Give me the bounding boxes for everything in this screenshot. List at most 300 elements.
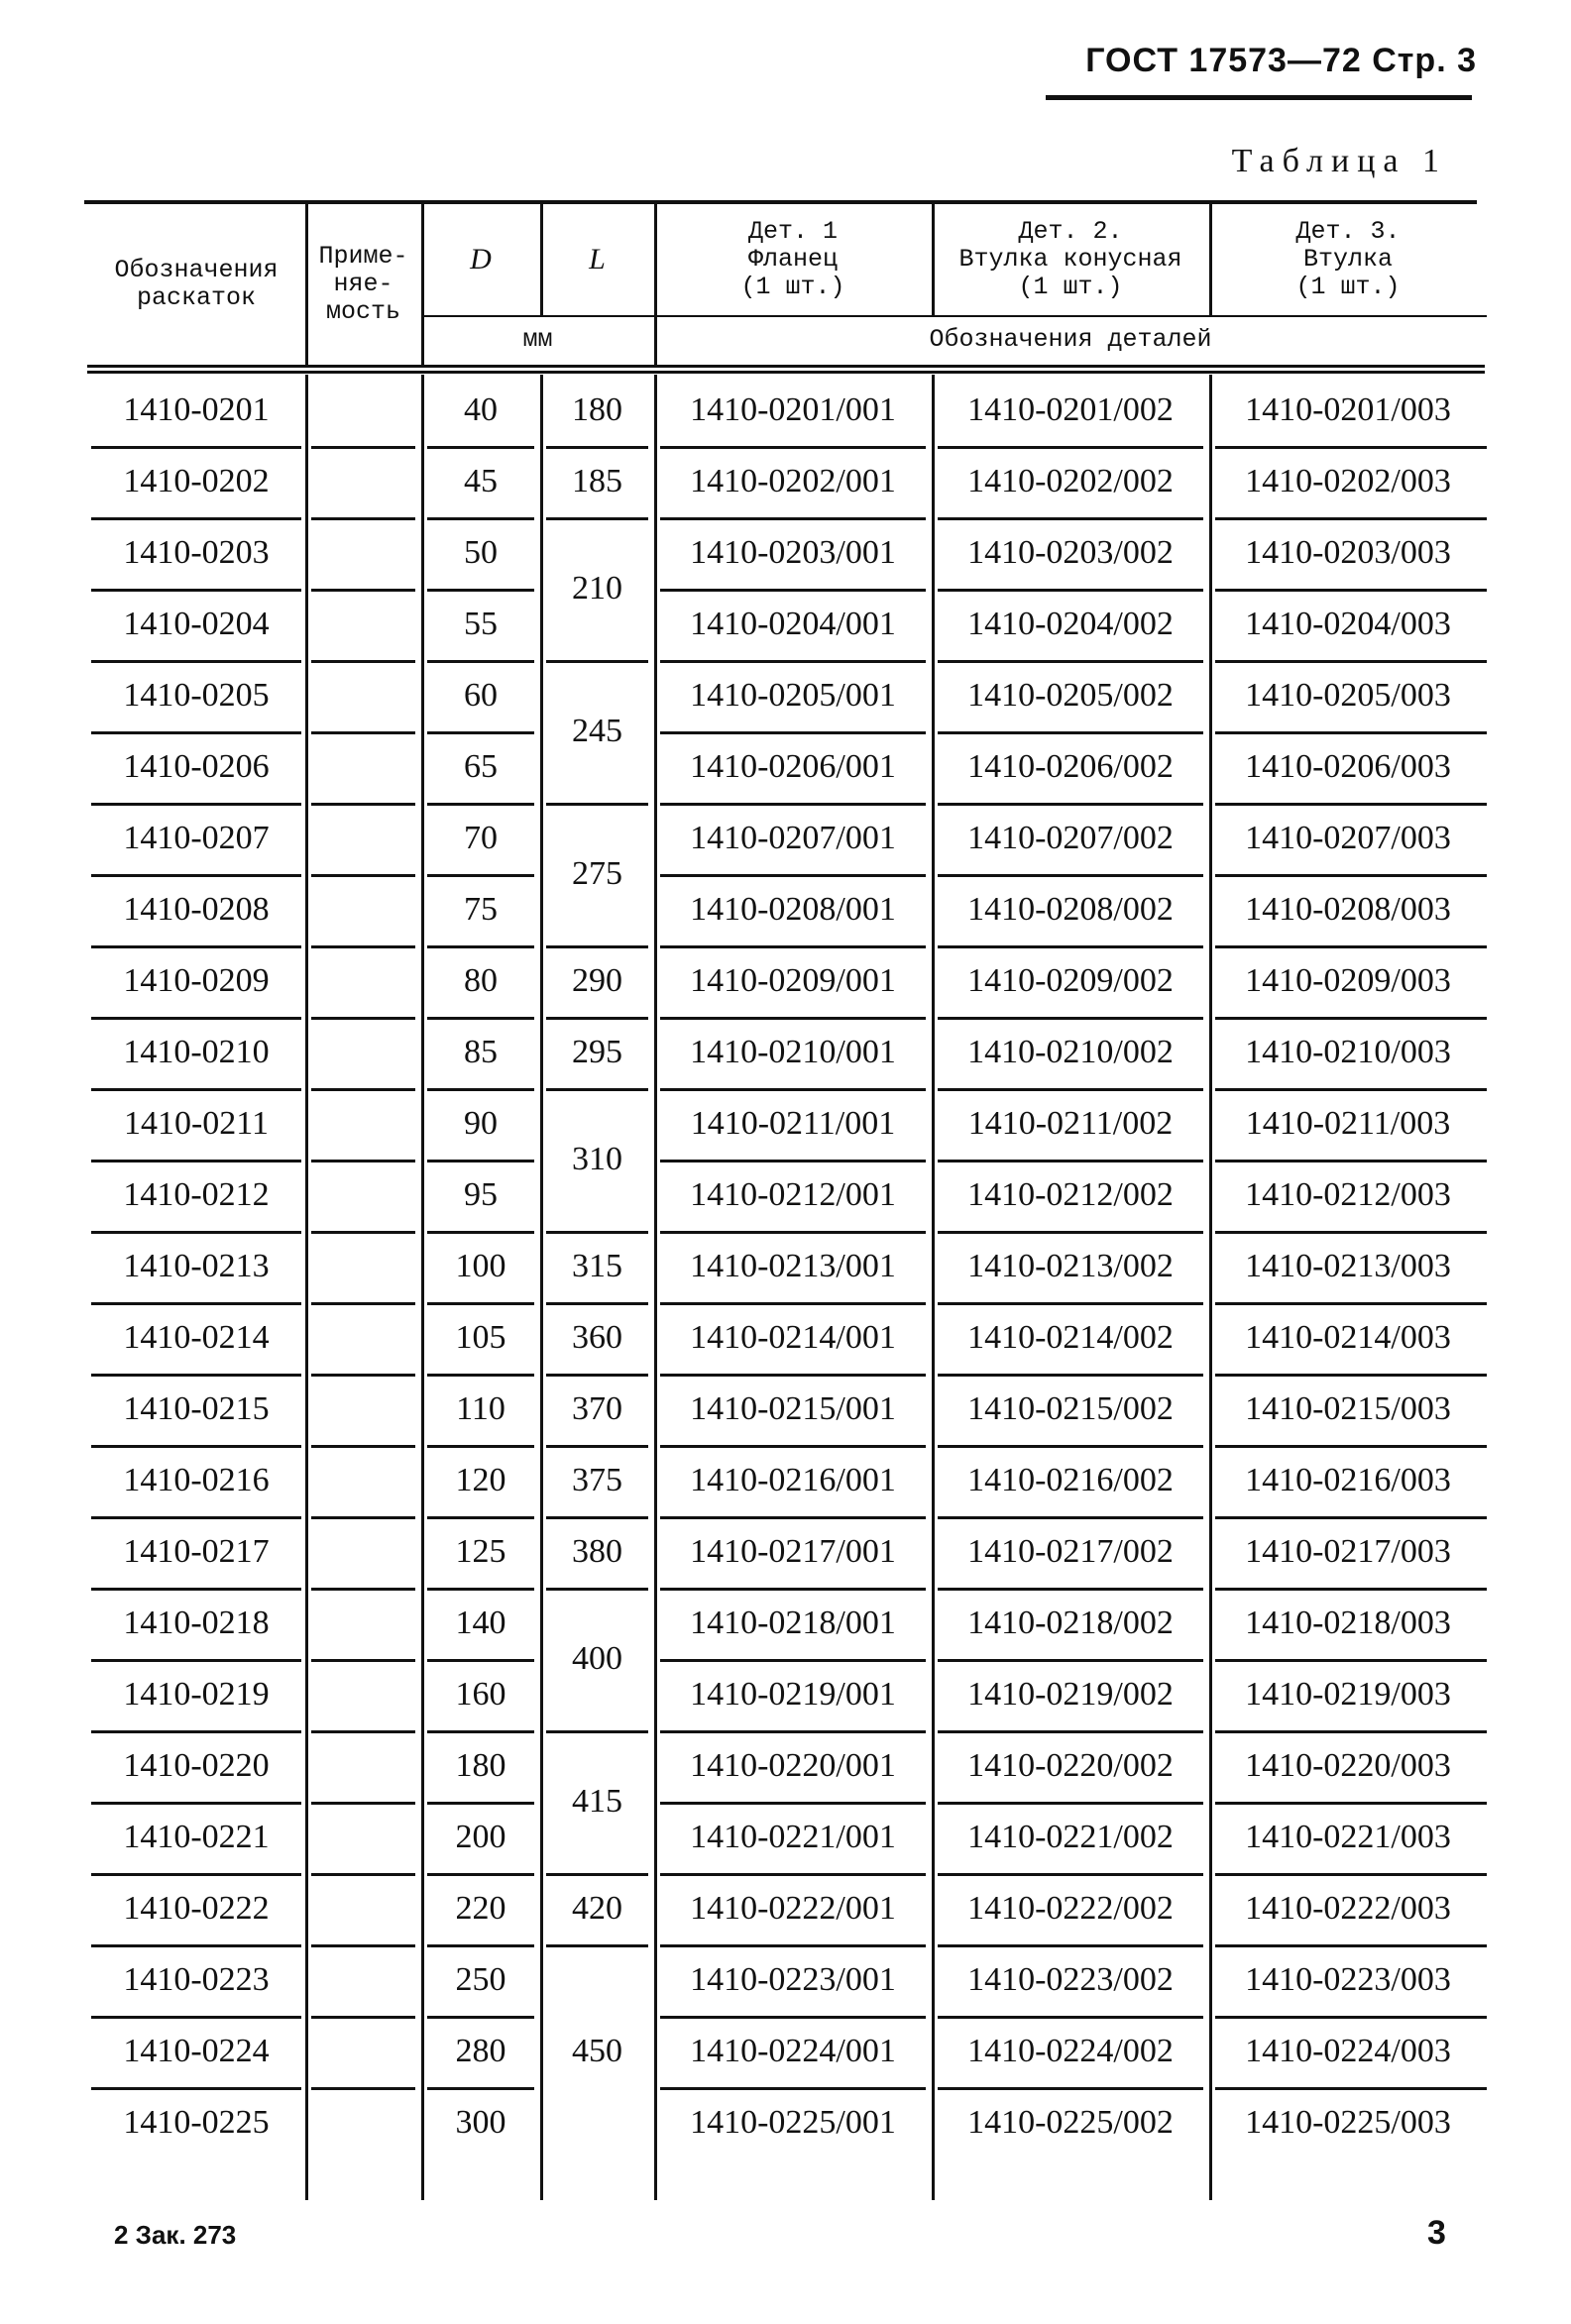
row-separator xyxy=(427,1944,534,1947)
row-separator xyxy=(660,446,926,449)
header-det2: Дет. 2. Втулка конусная (1 шт.) xyxy=(958,216,1182,301)
cell-d: 250 xyxy=(455,1961,506,1998)
row-separator xyxy=(660,731,926,734)
cell-designation: 1410-0206 xyxy=(123,748,270,785)
row-separator xyxy=(427,2016,534,2019)
row-separator xyxy=(938,803,1203,806)
row-separator xyxy=(427,660,534,663)
row-separator xyxy=(91,1374,301,1377)
row-separator xyxy=(1215,1160,1487,1162)
cell-part1: 1410-0225/001 xyxy=(690,2104,896,2141)
row-separator xyxy=(1215,660,1487,663)
cell-d: 40 xyxy=(464,391,498,428)
cell-d: 105 xyxy=(455,1319,506,1356)
row-separator xyxy=(91,1802,301,1805)
row-separator xyxy=(938,1374,1203,1377)
cell-d: 160 xyxy=(455,1676,506,1713)
cell-d: 60 xyxy=(464,677,498,714)
table-caption: Таблица 1 xyxy=(1231,143,1447,179)
row-separator xyxy=(427,1160,534,1162)
cell-l: 315 xyxy=(572,1248,622,1284)
cell-part1: 1410-0207/001 xyxy=(690,820,896,856)
cell-part2: 1410-0217/002 xyxy=(967,1533,1174,1570)
row-separator xyxy=(91,589,301,592)
row-separator xyxy=(91,1944,301,1947)
row-separator xyxy=(1215,731,1487,734)
row-separator xyxy=(938,2016,1203,2019)
header-designation: Обозначения раскаток xyxy=(114,255,279,312)
cell-part3: 1410-0220/003 xyxy=(1245,1747,1451,1784)
row-separator xyxy=(311,1944,415,1947)
cell-designation: 1410-0202 xyxy=(123,463,270,499)
header-mm: мм xyxy=(522,325,553,354)
cell-designation: 1410-0209 xyxy=(123,962,270,999)
cell-part1: 1410-0210/001 xyxy=(690,1034,896,1070)
row-separator xyxy=(660,589,926,592)
cell-part1: 1410-0217/001 xyxy=(690,1533,896,1570)
cell-part1: 1410-0213/001 xyxy=(690,1248,896,1284)
cell-d: 65 xyxy=(464,748,498,785)
cell-d: 50 xyxy=(464,534,498,571)
cell-part2: 1410-0202/002 xyxy=(967,463,1174,499)
row-separator xyxy=(91,731,301,734)
row-separator xyxy=(546,945,648,948)
row-separator xyxy=(311,945,415,948)
row-separator xyxy=(427,1802,534,1805)
cell-d: 70 xyxy=(464,820,498,856)
cell-part2: 1410-0219/002 xyxy=(967,1676,1174,1713)
cell-part1: 1410-0203/001 xyxy=(690,534,896,571)
cell-part1: 1410-0218/001 xyxy=(690,1605,896,1641)
row-separator xyxy=(427,1659,534,1662)
row-separator xyxy=(427,945,534,948)
cell-part2: 1410-0225/002 xyxy=(967,2104,1174,2141)
cell-designation: 1410-0217 xyxy=(123,1533,270,1570)
row-separator xyxy=(938,1231,1203,1234)
cell-d: 85 xyxy=(464,1034,498,1070)
row-separator xyxy=(938,1659,1203,1662)
cell-part2: 1410-0211/002 xyxy=(967,1105,1174,1142)
row-separator xyxy=(1215,945,1487,948)
row-separator xyxy=(1215,589,1487,592)
row-separator xyxy=(660,1302,926,1305)
row-separator xyxy=(91,446,301,449)
row-separator xyxy=(546,1873,648,1876)
row-separator xyxy=(938,1302,1203,1305)
cell-part3: 1410-0216/003 xyxy=(1245,1462,1451,1498)
row-separator xyxy=(660,1802,926,1805)
cell-part3: 1410-0215/003 xyxy=(1245,1390,1451,1427)
row-separator xyxy=(660,1659,926,1662)
cell-l: 245 xyxy=(572,713,622,749)
cell-part2: 1410-0221/002 xyxy=(967,1819,1174,1855)
row-separator xyxy=(91,1302,301,1305)
row-separator xyxy=(1215,874,1487,877)
row-separator xyxy=(546,660,648,663)
header-det3: Дет. 3. Втулка (1 шт.) xyxy=(1295,216,1401,301)
row-separator xyxy=(546,803,648,806)
row-separator xyxy=(1215,2087,1487,2090)
row-separator xyxy=(1215,517,1487,520)
cell-part1: 1410-0201/001 xyxy=(690,391,896,428)
cell-designation: 1410-0218 xyxy=(123,1605,270,1641)
row-separator xyxy=(938,1730,1203,1733)
cell-part3: 1410-0218/003 xyxy=(1245,1605,1451,1641)
cell-part3: 1410-0201/003 xyxy=(1245,391,1451,428)
row-separator xyxy=(1215,446,1487,449)
cell-part2: 1410-0222/002 xyxy=(967,1890,1174,1927)
cell-part3: 1410-0210/003 xyxy=(1245,1034,1451,1070)
cell-d: 120 xyxy=(455,1462,506,1498)
row-separator xyxy=(660,1944,926,1947)
row-separator xyxy=(311,803,415,806)
row-separator xyxy=(427,517,534,520)
cell-part1: 1410-0208/001 xyxy=(690,891,896,928)
header-bottom-rule-2 xyxy=(87,371,1485,374)
cell-part1: 1410-0216/001 xyxy=(690,1462,896,1498)
cell-part2: 1410-0220/002 xyxy=(967,1747,1174,1784)
row-separator xyxy=(91,1017,301,1020)
cell-part3: 1410-0225/003 xyxy=(1245,2104,1451,2141)
cell-part3: 1410-0223/003 xyxy=(1245,1961,1451,1998)
cell-designation: 1410-0201 xyxy=(123,391,270,428)
row-separator xyxy=(938,1160,1203,1162)
row-separator xyxy=(660,1017,926,1020)
row-separator xyxy=(660,1516,926,1519)
cell-part1: 1410-0221/001 xyxy=(690,1819,896,1855)
row-separator xyxy=(660,1445,926,1448)
cell-part3: 1410-0224/003 xyxy=(1245,2033,1451,2069)
row-separator xyxy=(311,660,415,663)
cell-l: 185 xyxy=(572,463,622,499)
row-separator xyxy=(938,1944,1203,1947)
cell-part2: 1410-0208/002 xyxy=(967,891,1174,928)
cell-part1: 1410-0215/001 xyxy=(690,1390,896,1427)
cell-part1: 1410-0212/001 xyxy=(690,1176,896,1213)
row-separator xyxy=(938,1445,1203,1448)
cell-d: 220 xyxy=(455,1890,506,1927)
header-det1: Дет. 1 Фланец (1 шт.) xyxy=(740,216,845,301)
row-separator xyxy=(546,1088,648,1091)
row-separator xyxy=(91,2087,301,2090)
cell-part3: 1410-0213/003 xyxy=(1245,1248,1451,1284)
cell-l: 370 xyxy=(572,1390,622,1427)
cell-d: 95 xyxy=(464,1176,498,1213)
cell-designation: 1410-0211 xyxy=(123,1105,270,1142)
cell-part2: 1410-0212/002 xyxy=(967,1176,1174,1213)
row-separator xyxy=(938,1873,1203,1876)
row-separator xyxy=(938,589,1203,592)
row-separator xyxy=(1215,1231,1487,1234)
row-separator xyxy=(91,1730,301,1733)
cell-l: 375 xyxy=(572,1462,622,1498)
cell-part1: 1410-0211/001 xyxy=(690,1105,896,1142)
cell-l: 180 xyxy=(572,391,622,428)
row-separator xyxy=(660,660,926,663)
cell-d: 80 xyxy=(464,962,498,999)
row-separator xyxy=(311,1516,415,1519)
cell-designation: 1410-0212 xyxy=(123,1176,270,1213)
row-separator xyxy=(427,1017,534,1020)
page-number: 3 xyxy=(1427,2214,1446,2252)
row-separator xyxy=(1215,1374,1487,1377)
cell-designation: 1410-0215 xyxy=(123,1390,270,1427)
row-separator xyxy=(91,660,301,663)
row-separator xyxy=(427,1445,534,1448)
cell-l: 290 xyxy=(572,962,622,999)
row-separator xyxy=(1215,1516,1487,1519)
row-separator xyxy=(938,1017,1203,1020)
row-separator xyxy=(660,1588,926,1591)
cell-d: 55 xyxy=(464,606,498,642)
row-separator xyxy=(427,1374,534,1377)
cell-part1: 1410-0219/001 xyxy=(690,1676,896,1713)
cell-part2: 1410-0206/002 xyxy=(967,748,1174,785)
row-separator xyxy=(91,1659,301,1662)
header-parts: Обозначения деталей xyxy=(929,325,1212,354)
cell-part2: 1410-0207/002 xyxy=(967,820,1174,856)
cell-part3: 1410-0203/003 xyxy=(1245,534,1451,571)
row-separator xyxy=(938,731,1203,734)
row-separator xyxy=(546,1302,648,1305)
cell-part2: 1410-0203/002 xyxy=(967,534,1174,571)
row-separator xyxy=(938,945,1203,948)
header-applicability: Приме- няе- мость xyxy=(318,241,408,326)
row-separator xyxy=(311,874,415,877)
row-separator xyxy=(938,1516,1203,1519)
cell-d: 140 xyxy=(455,1605,506,1641)
row-separator xyxy=(938,2087,1203,2090)
row-separator xyxy=(1215,1588,1487,1591)
row-separator xyxy=(91,1445,301,1448)
row-separator xyxy=(546,1730,648,1733)
cell-part2: 1410-0214/002 xyxy=(967,1319,1174,1356)
row-separator xyxy=(660,1088,926,1091)
body-vrule xyxy=(305,375,308,2200)
cell-l: 360 xyxy=(572,1319,622,1356)
row-separator xyxy=(938,1088,1203,1091)
row-separator xyxy=(311,1445,415,1448)
row-separator xyxy=(427,1873,534,1876)
row-separator xyxy=(1215,1730,1487,1733)
cell-d: 280 xyxy=(455,2033,506,2069)
header-bottom-rule-1 xyxy=(87,365,1485,368)
row-separator xyxy=(91,1088,301,1091)
cell-part3: 1410-0207/003 xyxy=(1245,820,1451,856)
cell-designation: 1410-0205 xyxy=(123,677,270,714)
cell-d: 180 xyxy=(455,1747,506,1784)
cell-part3: 1410-0222/003 xyxy=(1245,1890,1451,1927)
row-separator xyxy=(311,1873,415,1876)
cell-part2: 1410-0223/002 xyxy=(967,1961,1174,1998)
cell-part2: 1410-0216/002 xyxy=(967,1462,1174,1498)
cell-part3: 1410-0221/003 xyxy=(1245,1819,1451,1855)
row-separator xyxy=(1215,1873,1487,1876)
cell-designation: 1410-0222 xyxy=(123,1890,270,1927)
row-separator xyxy=(91,517,301,520)
row-separator xyxy=(311,2016,415,2019)
row-separator xyxy=(311,1088,415,1091)
cell-part1: 1410-0209/001 xyxy=(690,962,896,999)
cell-part1: 1410-0205/001 xyxy=(690,677,896,714)
cell-d: 200 xyxy=(455,1819,506,1855)
page-header-standard: ГОСТ 17573—72 Стр. 3 xyxy=(1085,42,1477,79)
row-separator xyxy=(660,874,926,877)
cell-part3: 1410-0205/003 xyxy=(1245,677,1451,714)
row-separator xyxy=(660,2016,926,2019)
cell-part1: 1410-0220/001 xyxy=(690,1747,896,1784)
cell-designation: 1410-0220 xyxy=(123,1747,270,1784)
row-separator xyxy=(1215,1659,1487,1662)
row-separator xyxy=(427,2087,534,2090)
row-separator xyxy=(427,1730,534,1733)
cell-part1: 1410-0224/001 xyxy=(690,2033,896,2069)
row-separator xyxy=(91,803,301,806)
row-separator xyxy=(1215,803,1487,806)
row-separator xyxy=(546,1944,648,1947)
cell-d: 45 xyxy=(464,463,498,499)
cell-part1: 1410-0204/001 xyxy=(690,606,896,642)
row-separator xyxy=(938,446,1203,449)
row-separator xyxy=(311,1017,415,1020)
row-separator xyxy=(311,1802,415,1805)
row-separator xyxy=(546,1231,648,1234)
header-l: L xyxy=(589,242,606,276)
cell-part3: 1410-0204/003 xyxy=(1245,606,1451,642)
cell-part3: 1410-0211/003 xyxy=(1245,1105,1451,1142)
row-separator xyxy=(427,446,534,449)
row-separator xyxy=(427,1588,534,1591)
cell-part2: 1410-0209/002 xyxy=(967,962,1174,999)
cell-part2: 1410-0213/002 xyxy=(967,1248,1174,1284)
row-separator xyxy=(546,1374,648,1377)
row-separator xyxy=(311,1374,415,1377)
row-separator xyxy=(311,731,415,734)
cell-part1: 1410-0223/001 xyxy=(690,1961,896,1998)
row-separator xyxy=(660,517,926,520)
cell-l: 295 xyxy=(572,1034,622,1070)
page-header-rule xyxy=(1046,95,1472,100)
row-separator xyxy=(427,874,534,877)
cell-designation: 1410-0219 xyxy=(123,1676,270,1713)
cell-part3: 1410-0208/003 xyxy=(1245,891,1451,928)
row-separator xyxy=(311,2087,415,2090)
row-separator xyxy=(91,1588,301,1591)
row-separator xyxy=(311,1730,415,1733)
row-separator xyxy=(660,1730,926,1733)
cell-part3: 1410-0209/003 xyxy=(1245,962,1451,999)
footer-order: 2 Зак. 273 xyxy=(114,2220,237,2250)
cell-part2: 1410-0201/002 xyxy=(967,391,1174,428)
row-separator xyxy=(427,1231,534,1234)
row-separator xyxy=(427,731,534,734)
row-separator xyxy=(427,1516,534,1519)
cell-l: 210 xyxy=(572,570,622,607)
row-separator xyxy=(546,1017,648,1020)
row-separator xyxy=(938,517,1203,520)
header-d: D xyxy=(470,242,492,276)
cell-l: 420 xyxy=(572,1890,622,1927)
cell-d: 110 xyxy=(456,1390,505,1427)
cell-d: 125 xyxy=(455,1533,506,1570)
row-separator xyxy=(546,446,648,449)
row-separator xyxy=(660,1160,926,1162)
row-separator xyxy=(546,1516,648,1519)
cell-part3: 1410-0206/003 xyxy=(1245,748,1451,785)
row-separator xyxy=(938,660,1203,663)
cell-l: 400 xyxy=(572,1640,622,1677)
row-separator xyxy=(938,1588,1203,1591)
cell-designation: 1410-0223 xyxy=(123,1961,270,1998)
cell-part1: 1410-0206/001 xyxy=(690,748,896,785)
cell-part3: 1410-0214/003 xyxy=(1245,1319,1451,1356)
cell-designation: 1410-0214 xyxy=(123,1319,270,1356)
row-separator xyxy=(91,1873,301,1876)
cell-part2: 1410-0218/002 xyxy=(967,1605,1174,1641)
cell-part2: 1410-0205/002 xyxy=(967,677,1174,714)
row-separator xyxy=(660,1231,926,1234)
cell-part2: 1410-0210/002 xyxy=(967,1034,1174,1070)
row-separator xyxy=(1215,1088,1487,1091)
row-separator xyxy=(546,517,648,520)
cell-designation: 1410-0224 xyxy=(123,2033,270,2069)
cell-part1: 1410-0214/001 xyxy=(690,1319,896,1356)
cell-designation: 1410-0213 xyxy=(123,1248,270,1284)
cell-part3: 1410-0219/003 xyxy=(1245,1676,1451,1713)
row-separator xyxy=(1215,1944,1487,1947)
row-separator xyxy=(660,1873,926,1876)
cell-l: 415 xyxy=(572,1783,622,1820)
row-separator xyxy=(660,803,926,806)
cell-part3: 1410-0202/003 xyxy=(1245,463,1451,499)
row-separator xyxy=(91,1516,301,1519)
row-separator xyxy=(311,1659,415,1662)
cell-l: 275 xyxy=(572,855,622,892)
row-separator xyxy=(427,1088,534,1091)
row-separator xyxy=(91,2016,301,2019)
cell-part2: 1410-0204/002 xyxy=(967,606,1174,642)
row-separator xyxy=(660,1374,926,1377)
row-separator xyxy=(1215,1445,1487,1448)
row-separator xyxy=(427,803,534,806)
row-separator xyxy=(91,874,301,877)
row-separator xyxy=(427,1302,534,1305)
row-separator xyxy=(91,1160,301,1162)
row-separator xyxy=(1215,1302,1487,1305)
cell-designation: 1410-0203 xyxy=(123,534,270,571)
cell-designation: 1410-0204 xyxy=(123,606,270,642)
cell-part1: 1410-0202/001 xyxy=(690,463,896,499)
cell-designation: 1410-0210 xyxy=(123,1034,270,1070)
cell-d: 100 xyxy=(455,1248,506,1284)
cell-d: 300 xyxy=(455,2104,506,2141)
cell-d: 90 xyxy=(464,1105,498,1142)
row-separator xyxy=(938,874,1203,877)
row-separator xyxy=(1215,1017,1487,1020)
row-separator xyxy=(427,589,534,592)
row-separator xyxy=(91,945,301,948)
row-separator xyxy=(311,1588,415,1591)
cell-l: 380 xyxy=(572,1533,622,1570)
cell-l: 310 xyxy=(572,1141,622,1177)
cell-part2: 1410-0215/002 xyxy=(967,1390,1174,1427)
row-separator xyxy=(938,1802,1203,1805)
row-separator xyxy=(311,1302,415,1305)
row-separator xyxy=(311,1160,415,1162)
cell-designation: 1410-0208 xyxy=(123,891,270,928)
cell-part3: 1410-0212/003 xyxy=(1245,1176,1451,1213)
row-separator xyxy=(311,589,415,592)
